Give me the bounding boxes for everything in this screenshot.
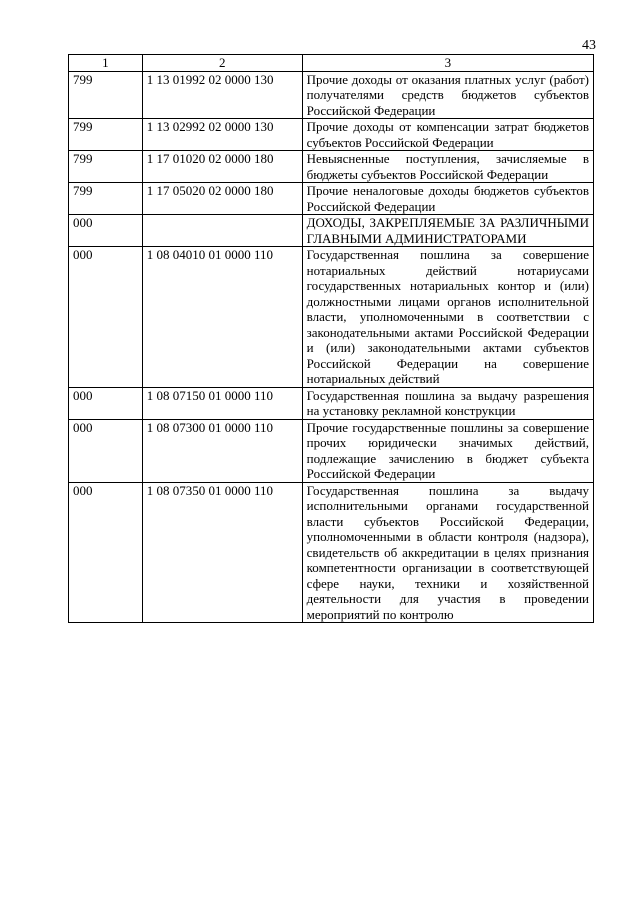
column-header-1: 1 (69, 55, 143, 72)
admin-code-cell: 799 (69, 71, 143, 119)
kbk-code-cell: 1 08 07350 01 0000 110 (142, 482, 302, 623)
admin-code-cell: 000 (69, 482, 143, 623)
revenue-name-cell: Государственная пошлина за выдачу разрешения на установку рекламной конструкции (302, 387, 593, 419)
admin-code-cell: 000 (69, 387, 143, 419)
table-header-row (69, 55, 594, 72)
kbk-code-cell: 1 13 01992 02 0000 130 (142, 71, 302, 119)
revenue-name-cell: Государственная пошлина за совершение нотариальных действий нотариусами государственных нотариальных контор и (или) должностными лицами органов исполнительной власти, уполномоченными в соответствии с законодательными актами Российской Федерации и (или) законодательными актами субъектов Российской Федерации на совершение нотариальных действий (302, 247, 593, 388)
admin-code-cell: 799 (69, 183, 143, 215)
column-header-3: 3 (302, 55, 593, 72)
kbk-code-cell: 1 17 05020 02 0000 180 (142, 183, 302, 215)
admin-code-cell: 000 (69, 215, 143, 247)
kbk-code-cell: 1 08 04010 01 0000 110 (142, 247, 302, 388)
admin-code-cell: 000 (69, 419, 143, 482)
admin-code-cell: 799 (69, 119, 143, 151)
revenue-name-cell: Прочие доходы от компенсации затрат бюджетов субъектов Российской Федерации (302, 119, 593, 151)
column-header-2: 2 (142, 55, 302, 72)
revenue-name-cell: Прочие государственные пошлины за совершение прочих юридически значимых действий, подлежащие зачислению в бюджет субъекта Российской Федерации (302, 419, 593, 482)
revenue-name-cell: Государственная пошлина за выдачу исполнительными органами государственной власти субъектов Российской Федерации, уполномоченными в области контроля (надзора), свидетельств об аккредитации в целях признания компетентности организации в соответствующей сфере науки, техники и хозяйственной деятельности для участия в проведении мероприятий по контролю (302, 482, 593, 623)
revenue-name-cell: Невыясненные поступления, зачисляемые в бюджеты субъектов Российской Федерации (302, 151, 593, 183)
revenue-name-cell: Прочие доходы от оказания платных услуг (работ) получателями средств бюджетов субъектов Российской Федерации (302, 71, 593, 119)
table-row (69, 151, 594, 183)
revenue-name-cell: Прочие неналоговые доходы бюджетов субъектов Российской Федерации (302, 183, 593, 215)
kbk-code-cell: 1 13 02992 02 0000 130 (142, 119, 302, 151)
table-row (69, 119, 594, 151)
kbk-code-cell (142, 215, 302, 247)
admin-code-cell: 799 (69, 151, 143, 183)
table-row (69, 215, 594, 247)
table-row (69, 71, 594, 119)
table-row (69, 482, 594, 623)
kbk-code-cell: 1 17 01020 02 0000 180 (142, 151, 302, 183)
admin-code-cell: 000 (69, 247, 143, 388)
kbk-code-cell: 1 08 07300 01 0000 110 (142, 419, 302, 482)
section-heading-cell: ДОХОДЫ, ЗАКРЕПЛЯЕМЫЕ ЗА РАЗЛИЧНЫМИ ГЛАВНЫМИ АДМИНИСТРАТОРАМИ (302, 215, 593, 247)
kbk-code-cell: 1 08 07150 01 0000 110 (142, 387, 302, 419)
table-row (69, 247, 594, 388)
table-row (69, 419, 594, 482)
page-number: 43 (582, 38, 596, 53)
revenue-table (68, 54, 594, 623)
table-row (69, 183, 594, 215)
table-row (69, 387, 594, 419)
